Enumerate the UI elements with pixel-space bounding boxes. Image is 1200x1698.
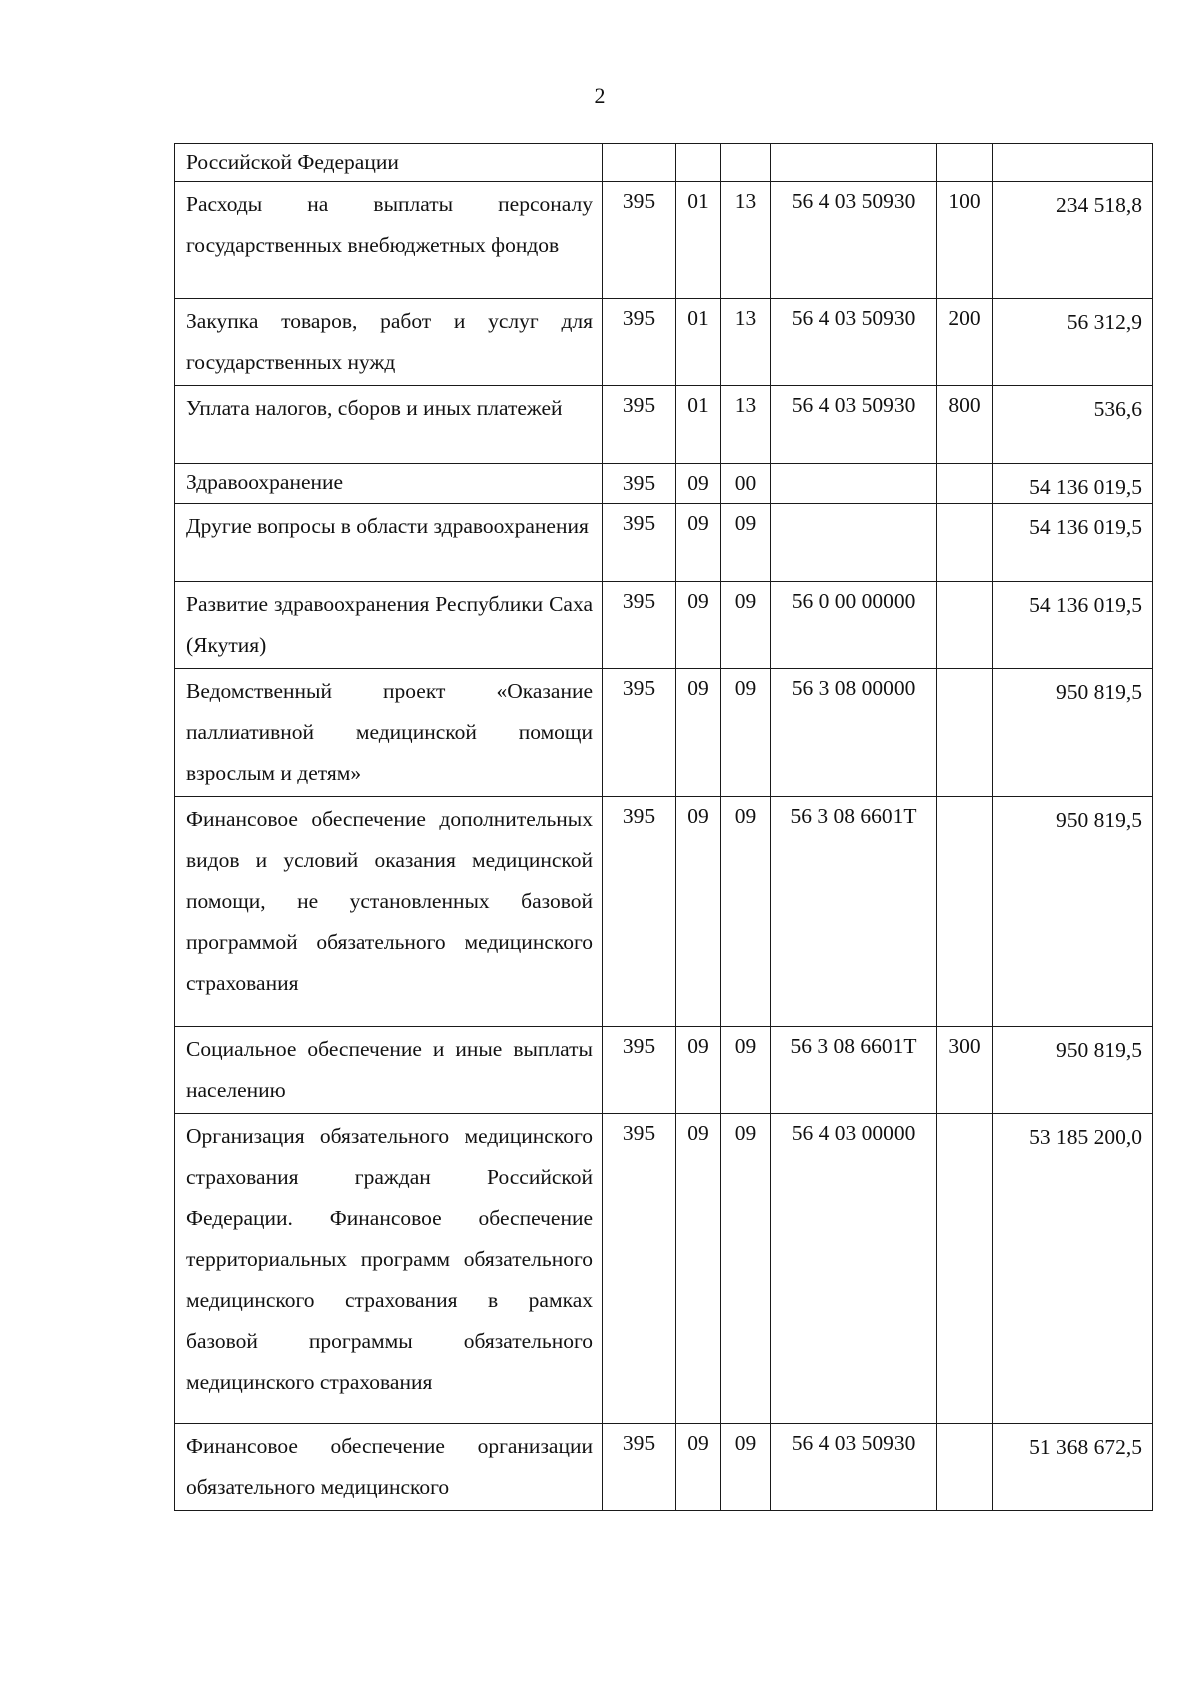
grbs-code: 395	[603, 299, 676, 386]
table-row	[175, 464, 1153, 504]
table-row	[175, 797, 1153, 1027]
section-code: 09	[676, 1027, 721, 1114]
section-code: 09	[676, 669, 721, 797]
target-item-code: 56 0 00 00000	[771, 582, 937, 669]
budget-table	[174, 143, 1153, 1511]
target-item-code: 56 4 03 50930	[771, 299, 937, 386]
subsection-code: 09	[721, 1027, 771, 1114]
amount: 950 819,5	[993, 669, 1153, 797]
item-name: Российской Федерации	[175, 144, 603, 182]
target-item-code	[771, 144, 937, 182]
subsection-code: 09	[721, 797, 771, 1027]
amount	[993, 144, 1153, 182]
expense-type-code: 300	[937, 1027, 993, 1114]
grbs-code: 395	[603, 504, 676, 582]
subsection-code: 09	[721, 1114, 771, 1424]
item-name: Ведомственный проект «Оказание паллиативной медицинской помощи взрослым и детям»	[175, 669, 603, 797]
section-code: 09	[676, 1114, 721, 1424]
target-item-code	[771, 464, 937, 504]
amount: 54 136 019,5	[993, 582, 1153, 669]
expense-type-code	[937, 582, 993, 669]
expense-type-code: 800	[937, 386, 993, 464]
item-name: Закупка товаров, работ и услуг для государственных нужд	[175, 299, 603, 386]
grbs-code: 395	[603, 1114, 676, 1424]
grbs-code: 395	[603, 669, 676, 797]
target-item-code	[771, 504, 937, 582]
table-row	[175, 1424, 1153, 1511]
item-name: Финансовое обеспечение дополнительных видов и условий оказания медицинской помощи, не установленных базовой программой обязательного медицинского страхования	[175, 797, 603, 1027]
subsection-code: 00	[721, 464, 771, 504]
grbs-code: 395	[603, 797, 676, 1027]
table-row	[175, 1027, 1153, 1114]
expense-type-code	[937, 1114, 993, 1424]
grbs-code: 395	[603, 386, 676, 464]
section-code: 09	[676, 1424, 721, 1511]
target-item-code: 56 4 03 50930	[771, 1424, 937, 1511]
grbs-code: 395	[603, 1027, 676, 1114]
expense-type-code	[937, 504, 993, 582]
table-row	[175, 144, 1153, 182]
section-code: 01	[676, 386, 721, 464]
section-code: 09	[676, 464, 721, 504]
table-body	[175, 144, 1153, 1511]
section-code	[676, 144, 721, 182]
table-row	[175, 299, 1153, 386]
target-item-code: 56 3 08 6601Т	[771, 1027, 937, 1114]
subsection-code: 09	[721, 1424, 771, 1511]
amount: 950 819,5	[993, 797, 1153, 1027]
subsection-code: 13	[721, 299, 771, 386]
amount: 536,6	[993, 386, 1153, 464]
item-name: Социальное обеспечение и иные выплаты населению	[175, 1027, 603, 1114]
grbs-code: 395	[603, 182, 676, 299]
amount: 950 819,5	[993, 1027, 1153, 1114]
table-row	[175, 669, 1153, 797]
item-name: Финансовое обеспечение организации обязательного медицинского	[175, 1424, 603, 1511]
section-code: 01	[676, 299, 721, 386]
expense-type-code	[937, 669, 993, 797]
expense-type-code: 100	[937, 182, 993, 299]
subsection-code: 09	[721, 669, 771, 797]
table-row	[175, 1114, 1153, 1424]
table-row	[175, 504, 1153, 582]
section-code: 09	[676, 582, 721, 669]
target-item-code: 56 3 08 00000	[771, 669, 937, 797]
amount: 54 136 019,5	[993, 504, 1153, 582]
page-number: 2	[594, 83, 606, 108]
amount: 56 312,9	[993, 299, 1153, 386]
target-item-code: 56 3 08 6601Т	[771, 797, 937, 1027]
section-code: 09	[676, 797, 721, 1027]
table-row	[175, 386, 1153, 464]
target-item-code: 56 4 03 50930	[771, 182, 937, 299]
section-code: 09	[676, 504, 721, 582]
target-item-code: 56 4 03 00000	[771, 1114, 937, 1424]
amount: 51 368 672,5	[993, 1424, 1153, 1511]
grbs-code: 395	[603, 464, 676, 504]
section-code: 01	[676, 182, 721, 299]
item-name: Уплата налогов, сборов и иных платежей	[175, 386, 603, 464]
item-name: Организация обязательного медицинского страхования граждан Российской Федерации. Финансовое обеспечение территориальных программ обязательного медицинского страхования в рамках базовой программы обязательного медицинского страхования	[175, 1114, 603, 1424]
item-name: Развитие здравоохранения Республики Саха (Якутия)	[175, 582, 603, 669]
item-name: Другие вопросы в области здравоохранения	[175, 504, 603, 582]
subsection-code: 09	[721, 582, 771, 669]
expense-type-code: 200	[937, 299, 993, 386]
expense-type-code	[937, 464, 993, 504]
expense-type-code	[937, 1424, 993, 1511]
subsection-code: 13	[721, 386, 771, 464]
amount: 54 136 019,5	[993, 464, 1153, 504]
grbs-code: 395	[603, 1424, 676, 1511]
table-row	[175, 182, 1153, 299]
grbs-code: 395	[603, 582, 676, 669]
grbs-code	[603, 144, 676, 182]
target-item-code: 56 4 03 50930	[771, 386, 937, 464]
subsection-code: 13	[721, 182, 771, 299]
subsection-code: 09	[721, 504, 771, 582]
amount: 53 185 200,0	[993, 1114, 1153, 1424]
item-name: Расходы на выплаты персоналу государственных внебюджетных фондов	[175, 182, 603, 299]
table-row	[175, 582, 1153, 669]
expense-type-code	[937, 144, 993, 182]
expense-type-code	[937, 797, 993, 1027]
subsection-code	[721, 144, 771, 182]
amount: 234 518,8	[993, 182, 1153, 299]
item-name: Здравоохранение	[175, 464, 603, 504]
